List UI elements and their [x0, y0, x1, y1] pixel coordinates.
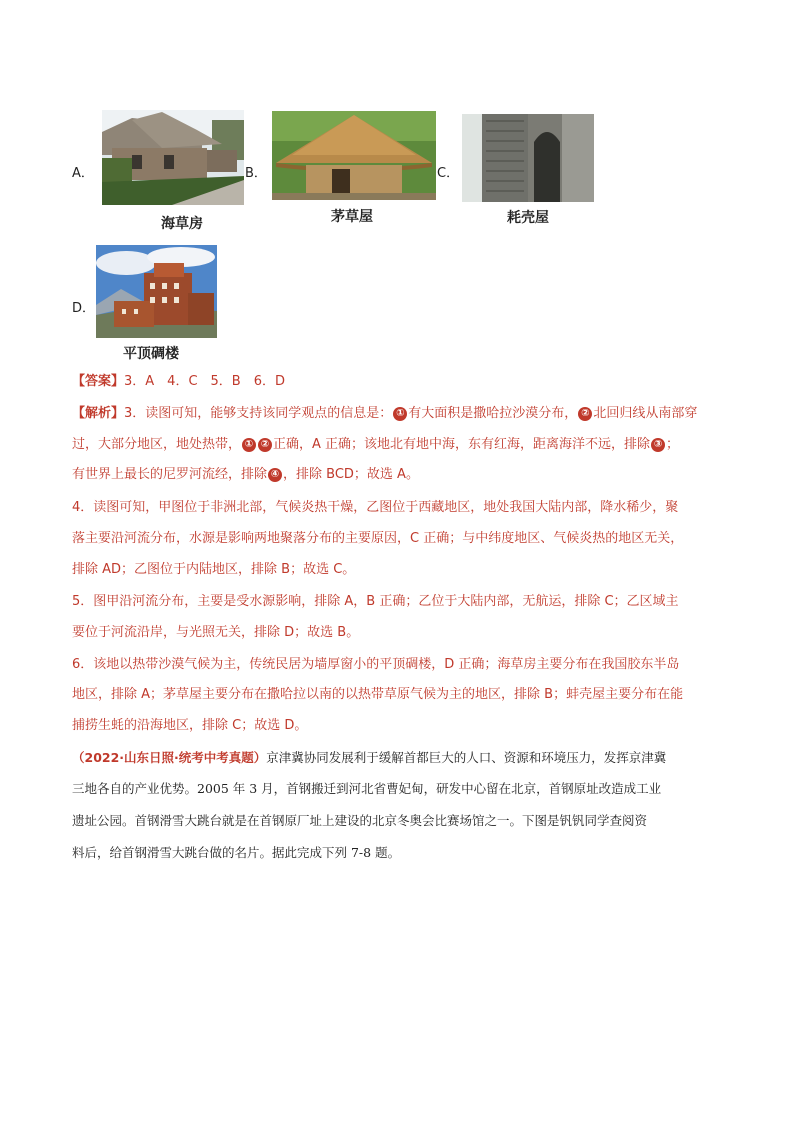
analysis-q6-line-1: 6．该地以热带沙漠气候为主，传统民居为墙厚窗小的平顶碉楼，D 正确；海草房主要分布在我国胶东半岛 [72, 657, 680, 672]
option-a-letter: A． [72, 166, 94, 181]
thatched-hut-photo [272, 111, 436, 200]
flat-roof-watchtower-photo [96, 245, 217, 338]
q3-text: 有大面积是撒哈拉沙漠分布， [408, 406, 578, 421]
next-question-line-4: 料后，给首钢滑雪大跳台做的名片。据此完成下列 7-8 题。 [72, 845, 401, 860]
analysis-q4-line-1: 4．读图可知，甲图位于非洲北部，气候炎热干燥，乙图位于西藏地区，地处我国大陆内部，降水稀少，聚 [72, 500, 679, 515]
circled-number: ③ [651, 438, 665, 452]
analysis-q4-line-2: 落主要沿河流分布，水源是影响两地聚落分布的主要原因，C 正确；与中纬度地区、气候炎热的地区无关， [72, 531, 684, 546]
option-d-letter: D． [72, 301, 96, 316]
q3-text: ； [666, 437, 680, 452]
circled-number: ② [258, 438, 272, 452]
q3-text: 正确，A 正确；该地北有地中海，东有红海，距离海洋不远，排除 [273, 437, 651, 452]
q3-text: 有世界上最长的尼罗河流经，排除 [72, 467, 268, 482]
analysis-q4-line-3: 排除 AD；乙图位于内陆地区，排除 B；故选 C。 [72, 562, 356, 577]
option-b-letter: B． [245, 166, 267, 181]
circled-number: ④ [268, 468, 282, 482]
seaweed-house-photo [102, 110, 244, 205]
option-a-caption: 海草房 [161, 216, 203, 232]
analysis-q3-line-3 [72, 467, 419, 483]
circled-number: ① [393, 407, 407, 421]
analysis-q3-line-2 [72, 437, 679, 453]
analysis-q5-line-2: 要位于河流沿岸，与光照无关，排除 D；故选 B。 [72, 625, 360, 640]
option-d-caption: 平顶碉楼 [123, 346, 179, 362]
q3-text: 过，大部分地区，地处热带， [72, 437, 242, 452]
answer-label: 【答案】 [72, 374, 125, 389]
analysis-q3-line-1 [72, 406, 697, 422]
circled-number: ② [578, 407, 592, 421]
analysis-q6-line-3: 捕捞生蚝的沿海地区，排除 C；故选 D。 [72, 718, 308, 733]
analysis-q6-line-2: 地区，排除 A；茅草屋主要分布在撒哈拉以南的以热带草原气候为主的地区，排除 B；蚌壳屋主要分布在能 [72, 687, 684, 702]
answer-text: 3．A 4．C 5．B 6．D [124, 374, 285, 389]
q3-text: 北回归线从南部穿 [593, 406, 698, 421]
question-text: 京津冀协同发展利于缓解首都巨大的人口、资源和环境压力，发挥京津冀 [266, 750, 667, 765]
answer-line [72, 374, 285, 390]
shell-house-photo [462, 114, 594, 202]
q3-text: ，排除 BCD；故选 A。 [283, 467, 419, 482]
q3-text: 3．读图可知，能够支持该同学观点的信息是： [124, 406, 393, 421]
circled-number: ① [242, 438, 256, 452]
analysis-label: 【解析】 [72, 406, 125, 421]
analysis-q5-line-1: 5．图甲沿河流分布，主要是受水源影响，排除 A，B 正确；乙位于大陆内部，无航运，排除 C；乙区域主 [72, 594, 679, 609]
next-question-line-1 [72, 750, 666, 767]
question-source: （2022·山东日照·统考中考真题） [72, 750, 267, 765]
option-b-caption: 茅草屋 [331, 209, 373, 225]
next-question-line-3: 遗址公园。首钢滑雪大跳台就是在首钢原厂址上建设的北京冬奥会比赛场馆之一。下图是钒钒同学查阅资 [72, 813, 648, 828]
option-c-letter: C． [437, 166, 460, 181]
option-c-caption: 耗壳屋 [507, 210, 549, 226]
next-question-line-2: 三地各自的产业优势。2005 年 3 月，首钢搬迁到河北省曹妃甸，研发中心留在北京，首钢原址改造成工业 [72, 781, 662, 796]
